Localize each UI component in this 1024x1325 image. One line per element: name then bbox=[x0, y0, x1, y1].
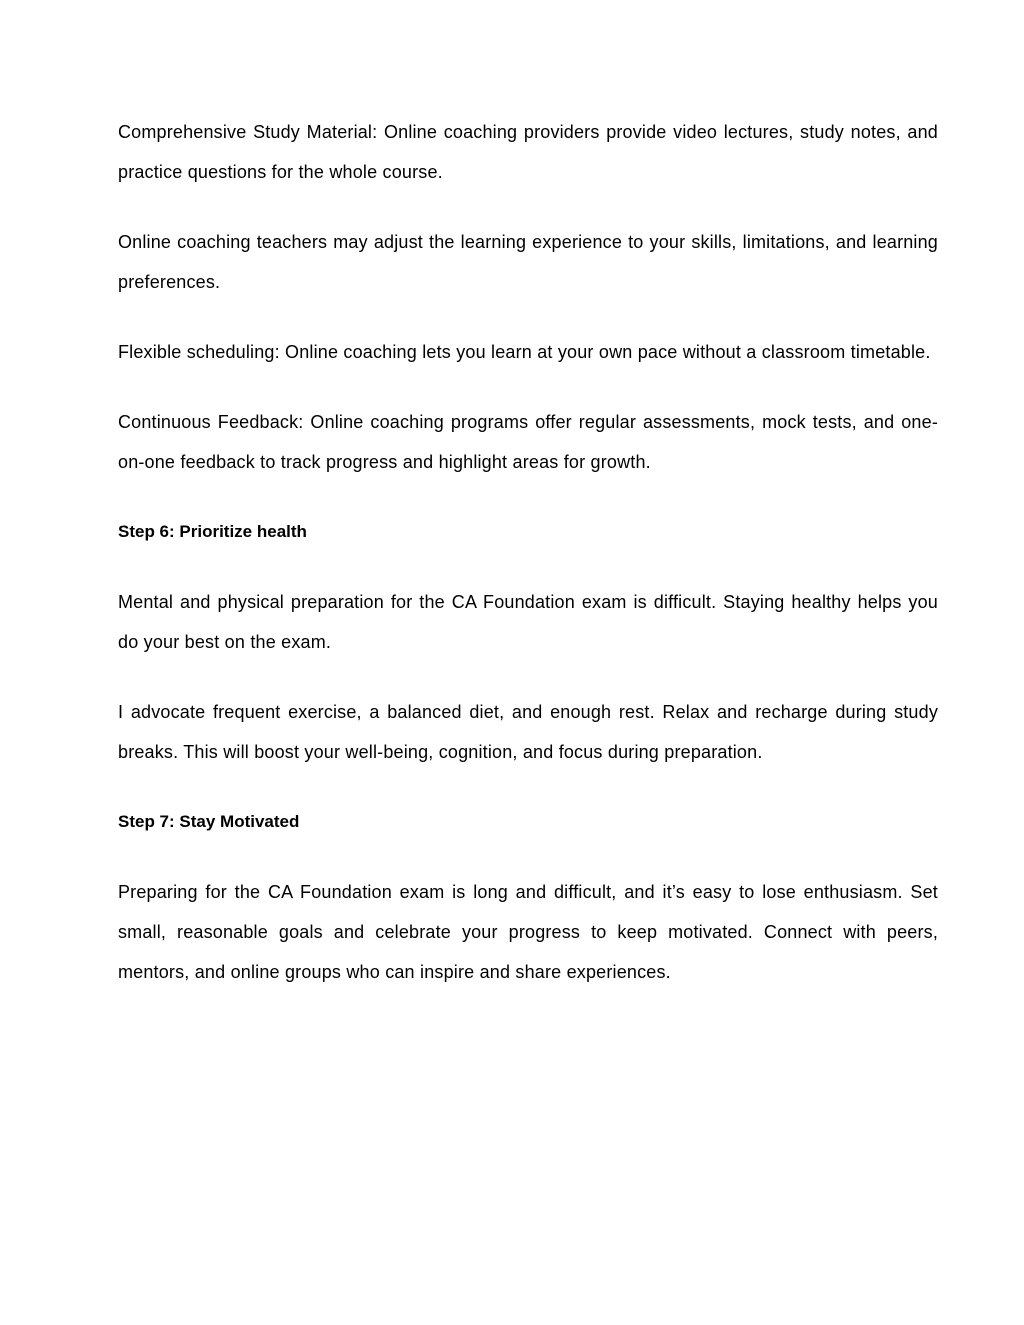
paragraph-personalized-learning: Online coaching teachers may adjust the learning experience to your skills, limitations, and learning preferences. bbox=[118, 232, 938, 292]
paragraph-step7-body: Preparing for the CA Foundation exam is long and difficult, and it’s easy to lose enthusiasm. Set small, reasonable goals and celebrate your progress to keep motivated. Connect with peers, mentors, and online groups who can inspire and share experiences. bbox=[118, 882, 938, 982]
paragraph-continuous-feedback: Continuous Feedback: Online coaching programs offer regular assessments, mock tests, and one-on-one feedback to track progress and highlight areas for growth. bbox=[118, 412, 938, 472]
document-body bbox=[118, 112, 938, 992]
paragraph-comprehensive-study-material: Comprehensive Study Material: Online coaching providers provide video lectures, study notes, and practice questions for the whole course. bbox=[118, 122, 938, 182]
heading-step-6: Step 6: Prioritize health bbox=[118, 522, 307, 541]
paragraph-step6-advice: I advocate frequent exercise, a balanced diet, and enough rest. Relax and recharge during study breaks. This will boost your well-being, cognition, and focus during preparation. bbox=[118, 702, 938, 762]
paragraph-step6-intro: Mental and physical preparation for the CA Foundation exam is difficult. Staying healthy helps you do your best on the exam. bbox=[118, 592, 938, 652]
heading-step-7: Step 7: Stay Motivated bbox=[118, 812, 300, 831]
paragraph-flexible-scheduling: Flexible scheduling: Online coaching lets you learn at your own pace without a classroom timetable. bbox=[118, 342, 931, 362]
